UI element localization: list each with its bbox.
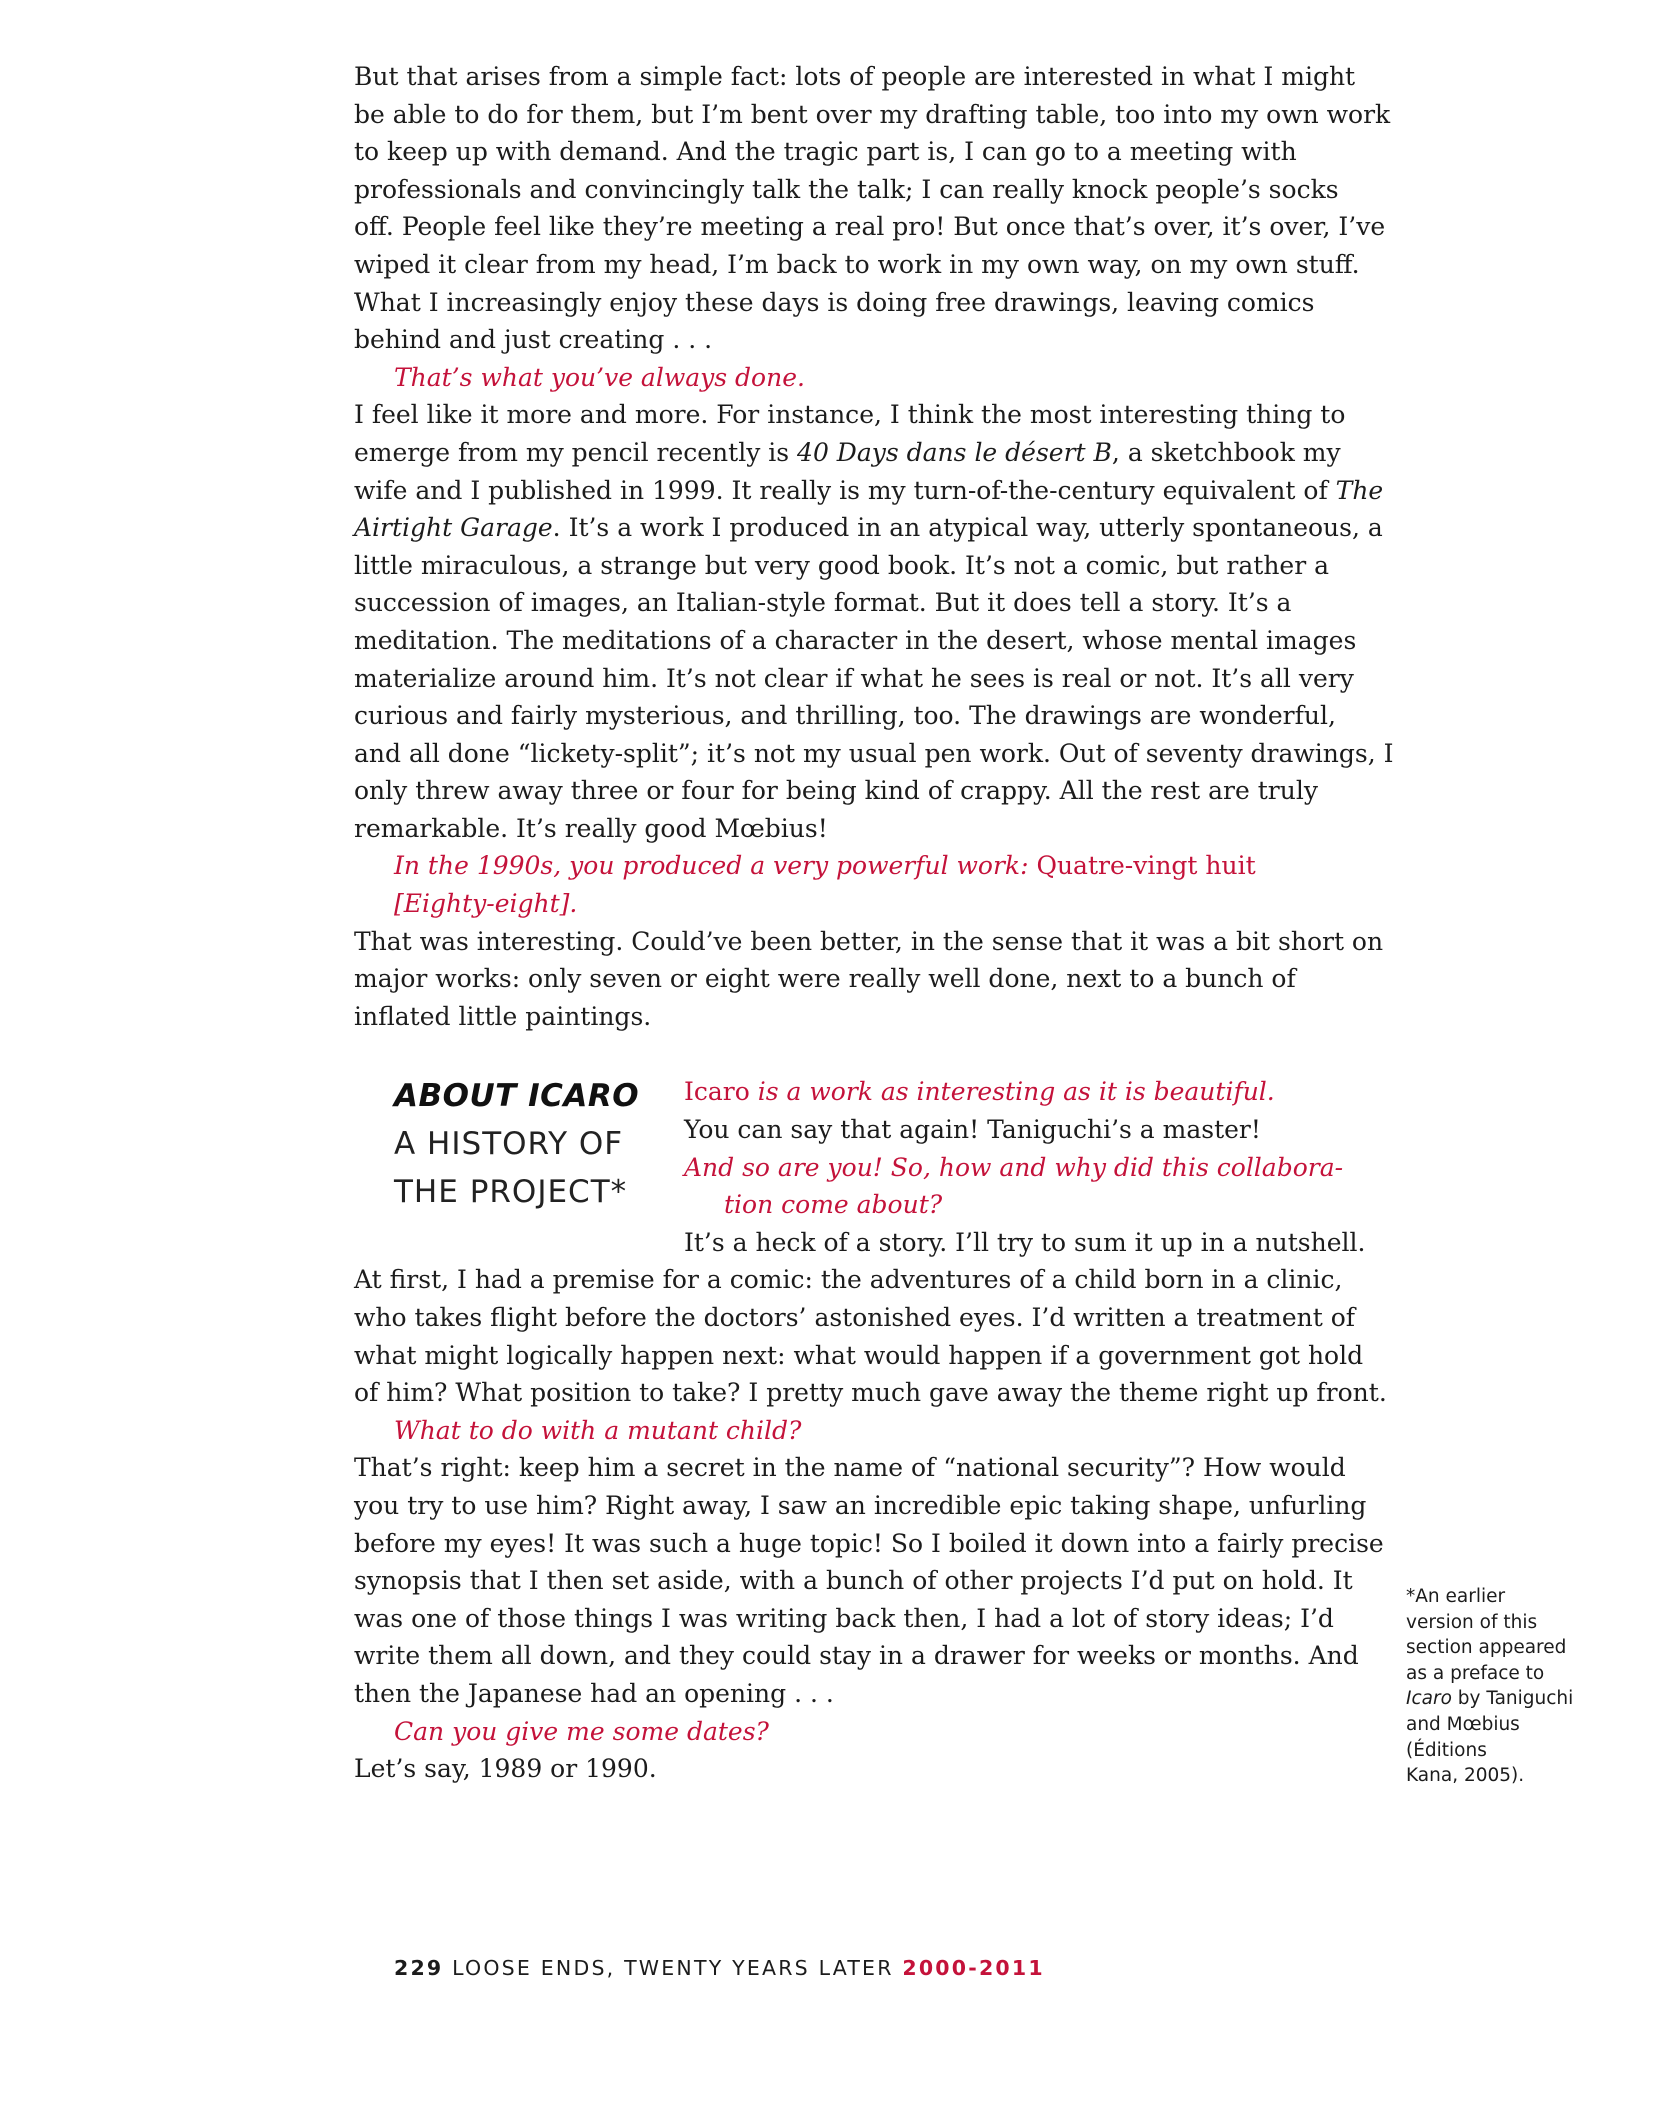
interviewer-question: Can you give me some dates?	[394, 1716, 769, 1746]
body-line: That was interesting. Could’ve been better, in the sense that it was a bit short on	[354, 926, 1384, 956]
body-line: and all done “lickety-split”; it’s not my usual pen work. Out of seventy drawings, I	[354, 738, 1394, 768]
body-line: then the Japanese had an opening . . .	[354, 1678, 834, 1708]
body-line: At first, I had a premise for a comic: the adventures of a child born in a clinic,	[354, 1265, 1343, 1295]
sidenote-line: *An earlier	[1406, 1586, 1506, 1607]
body-text-span: , a sketchbook my	[1111, 437, 1341, 467]
body-line: only threw away three or four for being kind of crappy. All the rest are truly	[354, 776, 1318, 806]
work-title: Icaro	[684, 1077, 750, 1107]
section-title: ABOUT ICARO	[394, 1078, 640, 1114]
body-line: Let’s say, 1989 or 1990.	[354, 1754, 657, 1784]
interviewer-question: tion come about?	[724, 1190, 943, 1220]
section-heading	[394, 1072, 684, 1216]
interviewer-question	[354, 847, 1324, 885]
body-line: to keep up with demand. And the tragic part is, I can go to a meeting with	[354, 137, 1297, 167]
sidenote-line: section appeared	[1406, 1637, 1567, 1659]
interviewer-question: [Eighty-eight].	[394, 889, 578, 919]
body-line: off. People feel like they’re meeting a real pro! But once that’s over, it’s over, I’ve	[354, 212, 1386, 242]
interviewer-question: What to do with a mutant child?	[394, 1415, 802, 1445]
page-footer	[394, 1956, 1045, 1980]
interviewer-question: And so are you! So, how and why did this collabora-	[684, 1152, 1344, 1182]
body-line: behind and just creating . . .	[354, 325, 713, 355]
body-line: who takes flight before the doctors’ astonished eyes. I’d written a treatment of	[354, 1303, 1356, 1332]
chapter-years: 2000-2011	[902, 1956, 1045, 1980]
body-line: of him? What position to take? I pretty much gave away the theme right up front.	[354, 1378, 1387, 1408]
sidenote-title: Icaro	[1406, 1688, 1452, 1710]
question-span: In the 1990s, you produced a very powerful work:	[394, 851, 1037, 881]
body-line: But that arises from a simple fact: lots of people are interested in what I might	[354, 62, 1356, 91]
body-line: synopsis that I then set aside, with a bunch of other projects I’d put on hold. It	[354, 1566, 1353, 1596]
article-body	[354, 58, 1394, 1788]
body-line: You can say that again! Taniguchi’s a master!	[684, 1115, 1261, 1145]
sidenote-line	[1406, 1686, 1606, 1712]
body-line: remarkable. It’s really good Mœbius!	[354, 813, 828, 843]
body-line: before my eyes! It was such a huge topic! So I boiled it down into a fairly precise	[354, 1528, 1384, 1558]
body-line: wiped it clear from my head, I’m back to work in my own way, on my own stuff.	[354, 249, 1360, 279]
body-line	[354, 472, 1384, 510]
body-line: write them all down, and they could stay in a drawer for weeks or months. And	[354, 1641, 1359, 1671]
running-title: LOOSE ENDS, TWENTY YEARS LATER	[452, 1956, 894, 1980]
body-text-span: emerge from my pencil recently is	[354, 437, 798, 467]
body-line: What I increasingly enjoy these days is doing free drawings, leaving comics	[354, 287, 1315, 317]
body-line: you try to use him? Right away, I saw an incredible epic taking shape, unfurling	[354, 1490, 1367, 1520]
page-number: 229	[394, 1956, 444, 1980]
sidenote-span: by Taniguchi	[1451, 1688, 1574, 1710]
sidenote-line: (Éditions	[1406, 1739, 1487, 1761]
body-line: was one of those things I was writing back then, I had a lot of story ideas; I’d	[354, 1603, 1334, 1633]
sidenote-line: and Mœbius	[1406, 1713, 1520, 1735]
section-gap	[354, 1035, 1324, 1073]
book-title: The	[1335, 475, 1384, 505]
body-line: what might logically happen next: what would happen if a government got hold	[354, 1340, 1364, 1370]
question-span: is a work as interesting as it is beautiful.	[749, 1077, 1275, 1107]
body-line: It’s a heck of a story. I’ll try to sum it up in a nutshell.	[684, 1227, 1366, 1257]
work-title: Quatre-vingt huit	[1036, 851, 1256, 881]
body-text-span: . It’s a work I produced in an atypical way, utterly spontaneous, a	[552, 513, 1383, 543]
body-line: little miraculous, a strange but very good book. It’s not a comic, but rather a	[354, 550, 1330, 580]
body-line	[354, 509, 1383, 547]
sidenote-line: as a preface to	[1406, 1662, 1545, 1684]
section-subtitle: THE PROJECT*	[394, 1174, 628, 1210]
body-line: materialize around him. It’s not clear if what he sees is real or not. It’s all very	[354, 663, 1354, 693]
body-line: major works: only seven or eight were really well done, next to a bunch of	[354, 964, 1296, 994]
section-subtitle: A HISTORY OF	[394, 1126, 624, 1162]
body-line: professionals and convincingly talk the talk; I can really knock people’s socks	[354, 174, 1339, 204]
body-line: succession of images, an Italian-style format. But it does tell a story. It’s a	[354, 588, 1292, 618]
book-title: Airtight Garage	[354, 513, 553, 543]
body-line: meditation. The meditations of a character in the desert, whose mental images	[354, 625, 1357, 655]
interviewer-question: That’s what you’ve always done.	[394, 362, 805, 392]
body-line: be able to do for them, but I’m bent over my drafting table, too into my own work	[354, 99, 1391, 129]
body-line: inflated little paintings.	[354, 1001, 652, 1031]
body-line: That’s right: keep him a secret in the name of “national security”? How would	[354, 1453, 1346, 1483]
sidenote-line: version of this	[1406, 1611, 1538, 1633]
body-text-span: wife and I published in 1999. It really is my turn-of-the-century equivalent of	[354, 475, 1336, 505]
body-line: I feel like it more and more. For instance, I think the most interesting thing to	[354, 400, 1346, 430]
sidenote-line: Kana, 2005).	[1406, 1765, 1525, 1787]
book-title: 40 Days dans le désert B	[797, 437, 1112, 467]
body-line: curious and fairly mysterious, and thrilling, too. The drawings are wonderful,	[354, 701, 1336, 731]
body-line	[354, 434, 1341, 472]
sidenote	[1406, 1584, 1606, 1789]
